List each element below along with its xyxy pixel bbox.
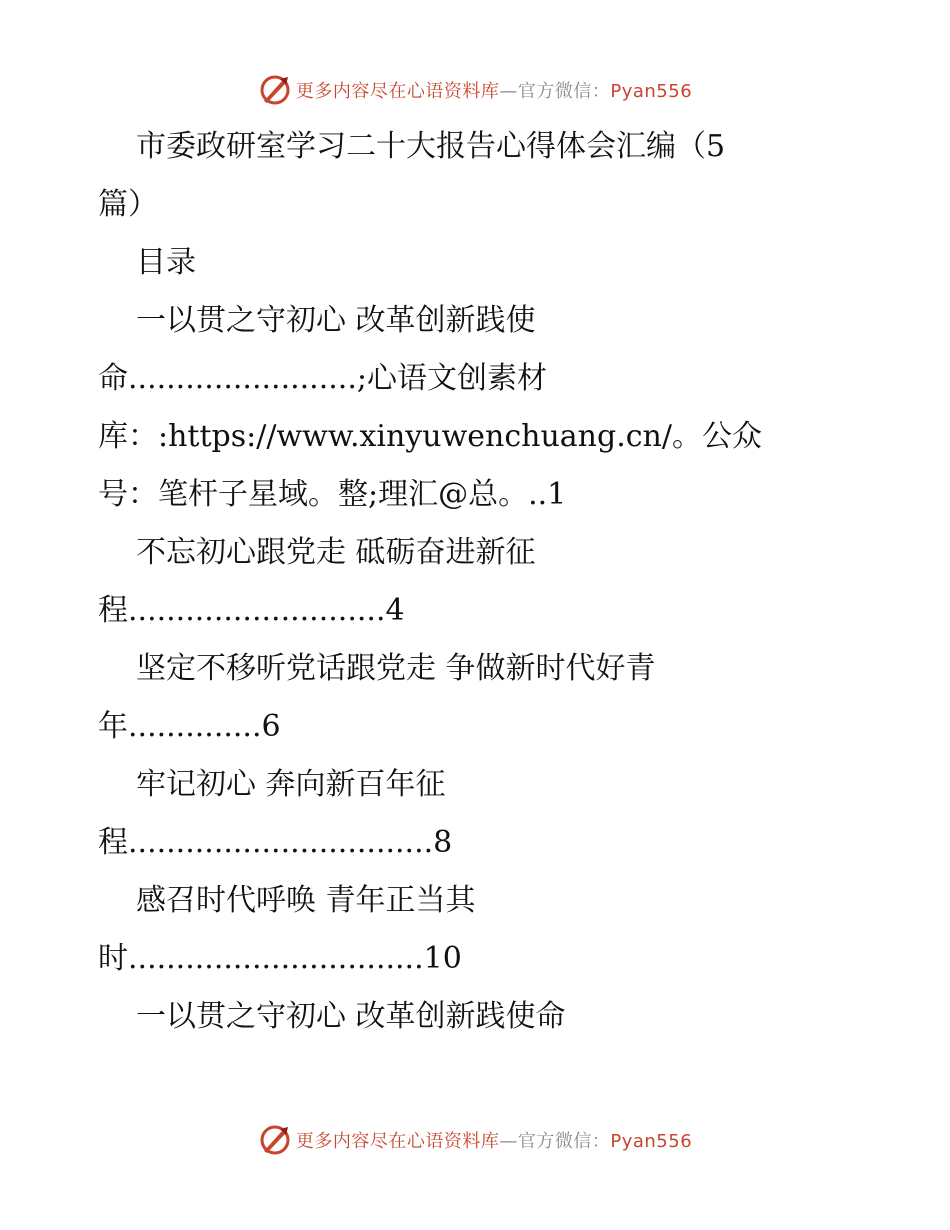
- toc-entry-1-title: 一以贯之守初心 改革创新践使: [136, 303, 536, 338]
- toc-entry-4-leader: 程................................8: [98, 825, 453, 860]
- toc-entry-2-leader: 程...........................4: [98, 593, 405, 628]
- section-title: 一以贯之守初心 改革创新践使命: [136, 999, 566, 1034]
- document-title-line-2: 篇）: [98, 187, 158, 222]
- toc-entry-3-leader: 年..............6: [98, 709, 281, 744]
- watermark-text: 更多内容尽在心语资料库—官方微信：Pyan556: [295, 1131, 693, 1152]
- quill-pen-circle-icon: [258, 73, 292, 107]
- footer-watermark: [0, 1120, 950, 1160]
- toc-heading: 目录: [136, 245, 196, 280]
- toc-entry-2-title: 不忘初心跟党走 砥砺奋进新征: [136, 535, 536, 570]
- toc-entry-1-page: 号：笔杆子星域。整;理汇@总。..1: [98, 477, 567, 512]
- toc-entry-5-title: 感召时代呼唤 青年正当其: [136, 883, 476, 918]
- header-watermark: [0, 70, 950, 110]
- quill-pen-circle-icon: [258, 1123, 292, 1157]
- toc-entry-4-title: 牢记初心 奔向新百年征: [136, 767, 446, 802]
- toc-entry-3-title: 坚定不移听党话跟党走 争做新时代好青: [136, 651, 656, 686]
- watermark-text: 更多内容尽在心语资料库—官方微信：Pyan556: [295, 81, 693, 102]
- document-title-line-1: 市委政研室学习二十大报告心得体会汇编（5: [136, 129, 726, 164]
- toc-entry-1-continued: 库：:https://www.xinyuwenchuang.cn/。公众: [98, 419, 762, 454]
- toc-entry-1-leader: 命........................;心语文创素材: [98, 361, 547, 396]
- document-body: [98, 118, 838, 1046]
- toc-entry-5-leader: 时...............................10: [98, 941, 462, 976]
